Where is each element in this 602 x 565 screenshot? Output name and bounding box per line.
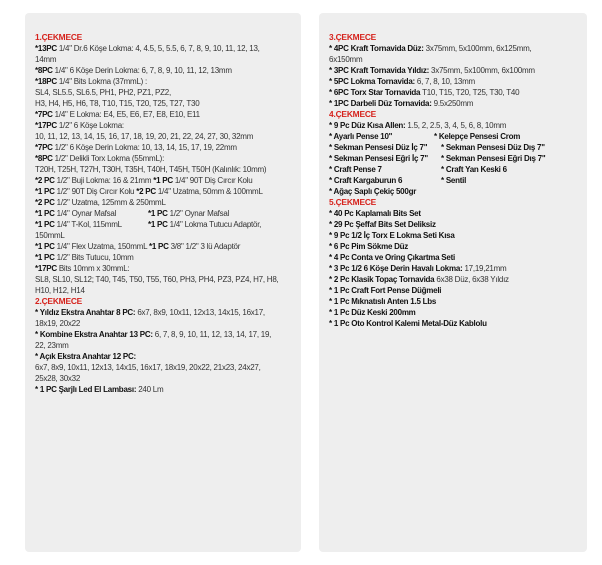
- list-item: [35, 43, 293, 54]
- left-product-panel: [25, 13, 301, 552]
- list-item-cont: 18x19, 20x22: [35, 319, 81, 328]
- item-desc: Bits 10mm x 30mmL:: [56, 264, 130, 273]
- drawer-4-heading: 4.ÇEKMECE: [329, 109, 377, 119]
- item-qty: *17PC: [35, 121, 57, 130]
- item-col-b: * Craft Yan Keski 6: [441, 165, 507, 174]
- col-b: [148, 219, 261, 230]
- list-item-cont: H10, H12, H14: [35, 286, 85, 295]
- list-item: [35, 186, 293, 197]
- list-item: [35, 76, 293, 87]
- item-title: * Yıldız Ekstra Anahtar 8 PC:: [35, 308, 136, 317]
- list-item-cont: SL8, SL10, SL12; T40, T45, T50, T55, T60, PH3, PH4, PZ3, PZ4, H7, H8,: [35, 275, 279, 284]
- item-title: * 9 Pc Düz Kısa Allen:: [329, 121, 406, 130]
- list-item-cont: 6x150mm: [329, 55, 363, 64]
- list-item: [35, 252, 293, 263]
- item-qty: *17PC: [35, 264, 57, 273]
- item-desc: 1/4" T-Kol, 115mmL: [54, 220, 122, 229]
- item-qty: *1 PC: [35, 209, 55, 218]
- list-item: [35, 384, 293, 395]
- list-item: [35, 153, 293, 164]
- item-desc: 3x75mm, 5x100mm, 6x100mm: [429, 66, 535, 75]
- item-col-b: * Sekman Pensesi Düz Dış 7": [441, 143, 545, 152]
- list-item: [35, 219, 293, 230]
- list-item: * Ağaç Saplı Çekiç 500gr: [329, 187, 417, 196]
- item-desc: 6x38 Düz, 6x38 Yıldız: [434, 275, 509, 284]
- list-item: [329, 65, 579, 76]
- item-title: * 1 PC Şarjlı Led El Lambası:: [35, 385, 137, 394]
- drawer-1-heading: 1.ÇEKMECE: [35, 32, 83, 42]
- item-desc: 1/2" 6 Köşe Derin Lokma: 10, 13, 14, 15, 17, 19, 22mm: [52, 143, 237, 152]
- list-item-cont: SL4, SL5.5, SL6.5, PH1, PH2, PZ1, PZ2,: [35, 88, 171, 97]
- list-item-cont: 150mmL: [35, 231, 65, 240]
- col-a: [35, 208, 148, 219]
- list-item: [329, 98, 579, 109]
- list-item: [329, 142, 579, 153]
- list-item-cont: H3, H4, H5, H6, T8, T10, T15, T20, T25, T27, T30: [35, 99, 200, 108]
- item-desc: 240 Lm: [136, 385, 164, 394]
- item-qty: *8PC: [35, 66, 53, 75]
- list-item: * 9 Pc 1/2 İç Torx E Lokma Seti Kısa: [329, 231, 455, 240]
- item-desc: 1/2" Buji Lokma: 16 & 21mm: [54, 176, 154, 185]
- list-item-cont: 25x28, 30x32: [35, 374, 81, 383]
- item-col-a: * Sekman Pensesi Eğri İç 7": [329, 154, 428, 163]
- item-title: * 3 Pc 1/2 6 Köşe Derin Havalı Lokma:: [329, 264, 463, 273]
- item-qty: *2 PC: [35, 198, 55, 207]
- item-qty: *7PC: [35, 110, 53, 119]
- item-qty: *1 PC: [153, 176, 173, 185]
- list-item: [35, 241, 293, 252]
- item-desc: 1/2" 6 Köşe Lokma:: [56, 121, 124, 130]
- item-col-a: * Craft Pense 7: [329, 165, 382, 174]
- list-item: [35, 142, 293, 153]
- item-desc: 1/2" 90T Diş Cırcır Kolu: [54, 187, 137, 196]
- item-qty: *1 PC: [148, 209, 168, 218]
- list-item: * 40 Pc Kaplamalı Bits Set: [329, 209, 421, 218]
- item-qty: *1 PC: [35, 242, 55, 251]
- item-col-a: * Ayarlı Pense 10": [329, 132, 393, 141]
- list-item-cont: T20H, T25H, T27H, T30H, T35H, T40H, T45H, T50H (Kalınlık: 10mm): [35, 165, 267, 174]
- list-item: [35, 263, 293, 274]
- item-qty: *1 PC: [35, 253, 55, 262]
- item-title: * 2 Pc Klasik Topaç Tornavida: [329, 275, 435, 284]
- list-item: * 1 Pc Mıknatıslı Anten 1.5 Lbs: [329, 297, 437, 306]
- item-desc: 1/4" Oynar Mafsal: [54, 209, 117, 218]
- list-item: [35, 197, 293, 208]
- item-desc: 1/4" Lokma Tutucu Adaptör,: [167, 220, 262, 229]
- item-desc: 1/2" Bits Tutucu, 10mm: [54, 253, 134, 262]
- item-desc: 1/2" Oynar Mafsal: [167, 209, 230, 218]
- item-qty: *1 PC: [35, 220, 55, 229]
- item-desc: 6, 7, 8, 10, 13mm: [414, 77, 475, 86]
- list-item: [329, 131, 579, 142]
- item-qty: *13PC: [35, 44, 57, 53]
- item-col-a: * Craft Kargaburun 6: [329, 176, 403, 185]
- list-item: [35, 329, 293, 340]
- item-desc: 17,19,21mm: [462, 264, 507, 273]
- item-desc: 1/4" 90T Diş Cırcır Kolu: [172, 176, 253, 185]
- list-item-cont: 6x7, 8x9, 10x11, 12x13, 14x15, 16x17, 18x19, 20x22, 21x23, 24x27,: [35, 363, 261, 372]
- item-col-b: * Sekman Pensesi Eğri Dış 7": [441, 154, 546, 163]
- item-qty: *1 PC: [35, 187, 55, 196]
- item-title: * 1PC Darbeli Düz Tornavida:: [329, 99, 432, 108]
- item-desc: 1/4" Bits Lokma (37mmL) :: [56, 77, 148, 86]
- drawer-5-heading: 5.ÇEKMECE: [329, 197, 377, 207]
- item-col-b: * Kelepçe Pensesi Crom: [434, 132, 521, 141]
- item-col-a: * Sekman Pensesi Düz İç 7": [329, 143, 428, 152]
- item-desc: 3x75mm, 5x100mm, 6x125mm,: [423, 44, 532, 53]
- item-title: * 6PC Torx Star Tornavida: [329, 88, 421, 97]
- list-item: * 4 Pc Conta ve Oring Çıkartma Seti: [329, 253, 455, 262]
- list-item: * 1 Pc Düz Keski 200mm: [329, 308, 416, 317]
- list-item: [329, 175, 579, 186]
- right-product-panel: [319, 13, 587, 552]
- item-desc: 1/2" Uzatma, 125mm & 250mmL: [54, 198, 166, 207]
- item-desc: 1/4" E Lokma: E4, E5, E6, E7, E8, E10, E11: [52, 110, 200, 119]
- item-qty: *1 PC: [148, 220, 168, 229]
- item-title: * 5PC Lokma Tornavida:: [329, 77, 415, 86]
- list-item: [329, 87, 579, 98]
- list-item: [329, 153, 579, 164]
- list-item-cont: 10, 11, 12, 13, 14, 15, 16, 17, 18, 19, 20, 21, 22, 24, 27, 30, 32mm: [35, 132, 254, 141]
- list-item: [35, 109, 293, 120]
- list-item-cont: 14mm: [35, 55, 57, 64]
- list-item: * 1 Pc Oto Kontrol Kalemi Metal-Düz Kablolu: [329, 319, 487, 328]
- item-col-b: * Sentil: [441, 176, 467, 185]
- item-desc: 1/4" Flex Uzatma, 150mmL: [54, 242, 149, 251]
- list-item: [329, 43, 579, 54]
- list-item: [329, 76, 579, 87]
- list-item: [35, 208, 293, 219]
- list-item: * Açık Ekstra Anahtar 12 PC:: [35, 352, 136, 361]
- item-qty: *7PC: [35, 143, 53, 152]
- item-qty: *18PC: [35, 77, 57, 86]
- item-desc: 3/8" 1/2" 3 lü Adaptör: [168, 242, 241, 251]
- item-title: * 4PC Kraft Tornavida Düz:: [329, 44, 424, 53]
- list-item: * 6 Pc Pim Sökme Düz: [329, 242, 409, 251]
- list-item: * 1 Pc Craft Fort Pense Düğmeli: [329, 286, 442, 295]
- item-desc: 6x7, 8x9, 10x11, 12x13, 14x15, 16x17,: [135, 308, 265, 317]
- list-item: [329, 120, 579, 131]
- list-item: [35, 65, 293, 76]
- list-item: [329, 274, 579, 285]
- list-item: [35, 307, 293, 318]
- item-desc: 1/4" 6 Köşe Derin Lokma: 6, 7, 8, 9, 10, 11, 12, 13mm: [52, 66, 232, 75]
- col-a: [35, 219, 148, 230]
- drawer-2-heading: 2.ÇEKMECE: [35, 296, 83, 306]
- item-desc: 1/4" Dr.6 Köşe Lokma: 4, 4.5, 5, 5.5, 6, 7, 8, 9, 10, 11, 12, 13,: [56, 44, 260, 53]
- item-title: * 3PC Kraft Tornavida Yıldız:: [329, 66, 430, 75]
- item-desc: 1/4" Uzatma, 50mm & 100mmL: [155, 187, 263, 196]
- list-item: * 29 Pc Şeffaf Bits Set Deliksiz: [329, 220, 436, 229]
- list-item: [35, 175, 293, 186]
- item-desc: 6, 7, 8, 9, 10, 11, 12, 13, 14, 17, 19,: [152, 330, 272, 339]
- col-b: [148, 208, 229, 219]
- item-desc: 1.5, 2, 2.5, 3, 4, 5, 6, 8, 10mm: [405, 121, 507, 130]
- drawer-3-heading: 3.ÇEKMECE: [329, 32, 377, 42]
- item-desc: T10, T15, T20, T25, T30, T40: [420, 88, 520, 97]
- item-desc: 9.5x250mm: [431, 99, 474, 108]
- item-desc: 1/2" Delikli Torx Lokma (55mmL):: [52, 154, 165, 163]
- list-item-cont: 22, 23mm: [35, 341, 69, 350]
- item-qty: *2 PC: [35, 176, 55, 185]
- list-item: [329, 164, 579, 175]
- item-qty: *2 PC: [136, 187, 156, 196]
- item-qty: *8PC: [35, 154, 53, 163]
- list-item: [35, 120, 293, 131]
- item-qty: *1 PC: [148, 242, 169, 251]
- list-item: [329, 263, 579, 274]
- item-title: * Kombine Ekstra Anahtar 13 PC:: [35, 330, 153, 339]
